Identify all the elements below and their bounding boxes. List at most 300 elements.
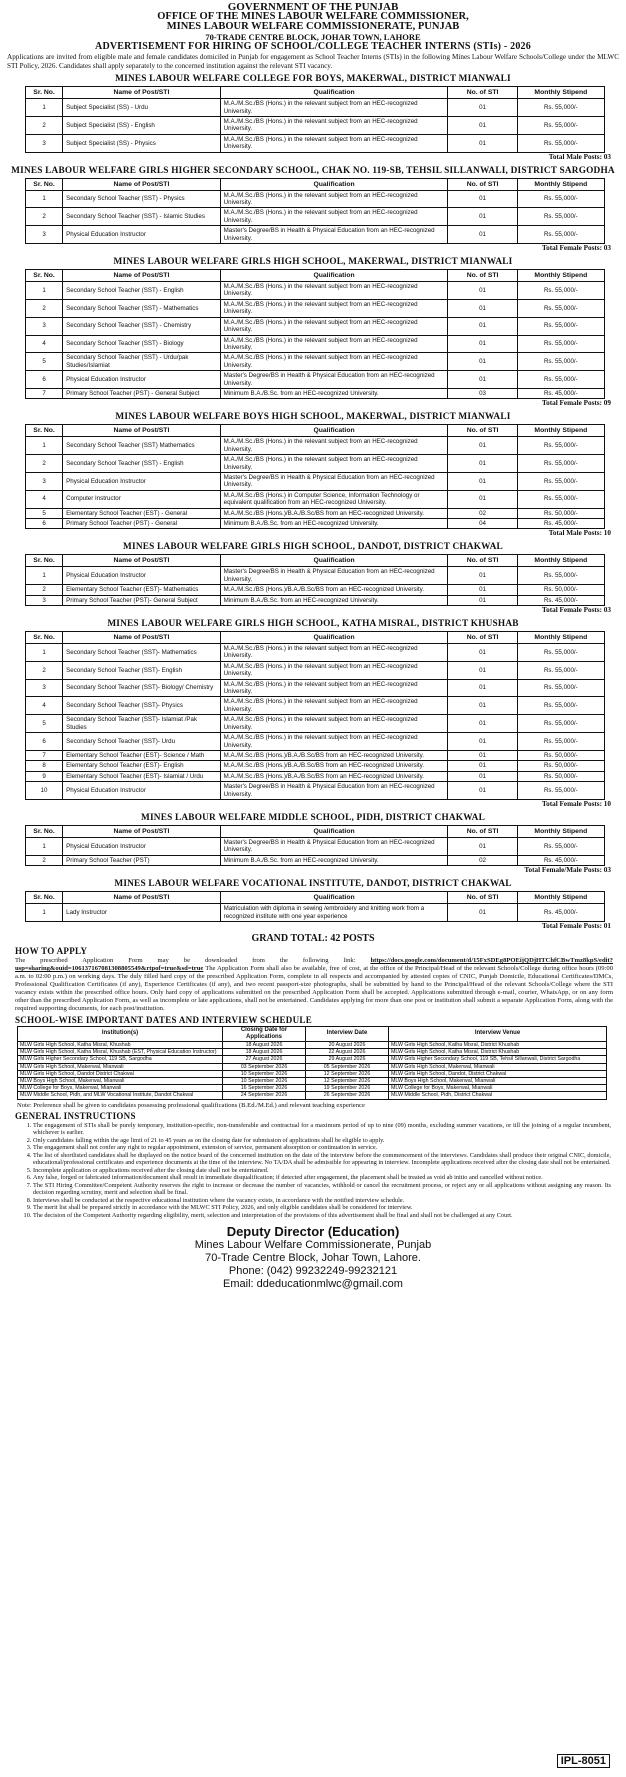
cell-stipend: Rs. 55,000/-	[517, 490, 604, 508]
schedule-cell: 18 August 2026	[223, 1041, 306, 1048]
cell-qual: Minimum B.A./B.Sc. from an HEC-recognized University.	[220, 595, 448, 605]
section-total: Total Female Posts: 03	[541, 244, 611, 253]
cell-name: Physical Education Instructor	[63, 782, 221, 800]
schedule-cell: MLW Boys High School, Makerwal, Mianwali	[18, 1077, 223, 1084]
column-header-sr: Sr. No.	[26, 425, 63, 437]
cell-qual: M.A./M.Sc./BS (Hons.)/B.A./B.Sc/BS from an HEC-recognized University.	[220, 761, 448, 771]
instruction-item: 5. Incomplete application or applications received after the closing date shall not be entertained.	[33, 1167, 611, 1175]
cell-qual: M.A./M.Sc./BS (Hons.) in the relevant subject from an HEC-recognized University.	[220, 661, 448, 679]
cell-sr: 2	[26, 661, 63, 679]
schedule-cell: 27 August 2026	[223, 1056, 306, 1063]
column-header-sr: Sr. No.	[26, 892, 63, 904]
cell-no: 01	[448, 715, 517, 733]
cell-qual: Master's Degree/BS in Health & Physical Education from an HEC-recognized University.	[220, 782, 448, 800]
cell-name: Secondary School Teacher (SST)- Mathematics	[63, 644, 221, 662]
cell-sr: 6	[26, 733, 63, 751]
header-government: GOVERNMENT OF THE PUNJAB	[227, 1, 399, 13]
schedule-cell: MLW Girls High School, Makerwal, Mianwali	[18, 1063, 223, 1070]
table-row	[26, 761, 605, 771]
column-header-qual: Qualification	[220, 178, 448, 190]
table-row	[26, 837, 605, 855]
cell-no: 02	[448, 855, 517, 865]
table-row	[26, 595, 605, 605]
instruction-item: 9. The merit list shall be prepared strictly in accordance with the MLWC STI Policy, 2026, and only eligible candidates shall be considered for interview.	[33, 1204, 611, 1212]
section-total: Total Female Posts: 10	[541, 799, 611, 808]
cell-stipend: Rs. 55,000/-	[517, 371, 604, 389]
cell-qual: M.A./M.Sc./BS (Hons.) in the relevant subject from an HEC-recognized University.	[220, 299, 448, 317]
cell-qual: M.A./M.Sc./BS (Hons.) in the relevant subject from an HEC-recognized University.	[220, 437, 448, 455]
column-header-no: No. of STI	[448, 825, 517, 837]
cell-stipend: Rs. 55,000/-	[517, 733, 604, 751]
schedule-cell: 26 September 2026	[306, 1092, 389, 1099]
cell-stipend: Rs. 55,000/-	[517, 679, 604, 697]
schedule-col-venue: Interview Venue	[389, 1026, 607, 1041]
cell-stipend: Rs. 55,000/-	[517, 226, 604, 244]
cell-name: Elementary School Teacher (EST)- Science / Math	[63, 750, 221, 760]
cell-no: 01	[448, 490, 517, 508]
cell-qual: M.A./M.Sc./BS (Hons.) in the relevant subject from an HEC-recognized University.	[220, 644, 448, 662]
cell-sr: 1	[26, 567, 63, 585]
header-commissionerate: MINES LABOUR WELFARE COMMISSIONERATE, PUNJAB	[166, 21, 460, 32]
table-row	[26, 134, 605, 152]
posts-table	[25, 631, 605, 800]
cell-stipend: Rs. 55,000/-	[517, 353, 604, 371]
table-row	[26, 567, 605, 585]
cell-sr: 10	[26, 782, 63, 800]
cell-no: 01	[448, 353, 517, 371]
cell-sr: 6	[26, 519, 63, 529]
general-instructions-list	[25, 1122, 611, 1220]
cell-no: 01	[448, 282, 517, 300]
schedule-cell: 19 September 2026	[306, 1085, 389, 1092]
instruction-item: 10. The decision of the Competent Authority regarding eligibility, merit, selection and interpretation of the provisions of this advertisement shall be final and shall not be challenged at any Court.	[33, 1212, 611, 1220]
cell-stipend: Rs. 55,000/-	[517, 644, 604, 662]
table-row	[26, 299, 605, 317]
cell-stipend: Rs. 55,000/-	[517, 99, 604, 117]
cell-no: 02	[448, 508, 517, 518]
cell-qual: Minimum B.A./B.Sc. from an HEC-recognized University.	[220, 519, 448, 529]
instruction-item: 6. Any false, forged or fabricated information/document shall result in immediate disqualification; if detected after engagement, the placement shall be treated as void ab initio and cancelled without notice.	[33, 1174, 611, 1182]
schedule-row	[18, 1070, 607, 1077]
section-total: Total Male Posts: 03	[548, 152, 611, 161]
cell-name: Subject Specialist (SS) - English	[63, 117, 221, 135]
cell-name: Secondary School Teacher (SST) - English	[63, 455, 221, 473]
cell-qual: M.A./M.Sc./BS (Hons.) in the relevant subject from an HEC-recognized University.	[220, 335, 448, 353]
cell-sr: 9	[26, 771, 63, 781]
section-title: MINES LABOUR WELFARE BOYS HIGH SCHOOL, MAKERWAL, DISTRICT MIANWALI	[115, 412, 511, 423]
header-address: 70-TRADE CENTRE BLOCK, JOHAR TOWN, LAHORE	[205, 32, 421, 42]
column-header-stipend: Monthly Stipend	[517, 892, 604, 904]
cell-sr: 3	[26, 226, 63, 244]
cell-no: 01	[448, 472, 517, 490]
schedule-cell: 22 August 2026	[306, 1049, 389, 1056]
section-title: MINES LABOUR WELFARE VOCATIONAL INSTITUTE, DANDOT, DISTRICT CHAKWAL	[114, 879, 512, 890]
advertisement-page	[7, 0, 619, 1291]
column-header-qual: Qualification	[220, 825, 448, 837]
schedule-cell: MLW College for Boys, Makerwal, Mianwali	[389, 1085, 607, 1092]
column-header-sr: Sr. No.	[26, 270, 63, 282]
cell-sr: 1	[26, 190, 63, 208]
schedule-cell: 10 September 2026	[223, 1070, 306, 1077]
cell-qual: M.A./M.Sc./BS (Hons.) in the relevant subject from an HEC-recognized University.	[220, 282, 448, 300]
cell-stipend: Rs. 55,000/-	[517, 567, 604, 585]
cell-no: 01	[448, 226, 517, 244]
cell-stipend: Rs. 55,000/-	[517, 282, 604, 300]
cell-qual: M.A./M.Sc./BS (Hons.) in the relevant subject from an HEC-recognized University.	[220, 134, 448, 152]
footer-address: 70-Trade Centre Block, Johar Town, Lahore.	[205, 1252, 421, 1265]
cell-name: Physical Education Instructor	[63, 567, 221, 585]
schedule-row	[18, 1049, 607, 1056]
cell-name: Secondary School Teacher (SST) - Physics	[63, 190, 221, 208]
column-header-qual: Qualification	[220, 892, 448, 904]
instruction-item: 7. The STI Hiring Committee/Competent Authority reserves the right to increase or decrease the number of vacancies, withhold or cancel the recruitment process, or reject any or all applications without assigning any reason. Its decision regarding scrutiny, merit and selection shall be final.	[33, 1182, 611, 1197]
schedule-row	[18, 1056, 607, 1063]
cell-name: Physical Education Instructor	[63, 226, 221, 244]
column-header-stipend: Monthly Stipend	[517, 87, 604, 99]
column-header-sr: Sr. No.	[26, 87, 63, 99]
schedule-row	[18, 1077, 607, 1084]
cell-name: Primary School Teacher (PST) - General Subject	[63, 388, 221, 398]
cell-qual: M.A./M.Sc./BS (Hons.)/B.A./B.Sc/BS from an HEC-recognized University.	[220, 585, 448, 595]
how-to-apply-lead: The prescribed Application Form may be downloaded from the following link:	[15, 956, 356, 964]
grand-total: GRAND TOTAL: 42 POSTS	[251, 932, 375, 944]
cell-sr: 5	[26, 508, 63, 518]
cell-stipend: Rs. 50,000/-	[517, 771, 604, 781]
cell-qual: M.A./M.Sc./BS (Hons.) in Computer Science, Information Technology or equivalent qualification from an HEC-recognized University.	[220, 490, 448, 508]
table-row	[26, 317, 605, 335]
cell-no: 01	[448, 782, 517, 800]
cell-qual: M.A./M.Sc./BS (Hons.) in the relevant subject from an HEC-recognized University.	[220, 715, 448, 733]
cell-sr: 2	[26, 208, 63, 226]
cell-sr: 2	[26, 855, 63, 865]
posts-table	[25, 825, 605, 866]
cell-stipend: Rs. 55,000/-	[517, 472, 604, 490]
table-row	[26, 335, 605, 353]
column-header-stipend: Monthly Stipend	[517, 425, 604, 437]
column-header-qual: Qualification	[220, 425, 448, 437]
cell-no: 01	[448, 208, 517, 226]
cell-sr: 5	[26, 353, 63, 371]
schedule-cell: MLW Boys High School, Makerwal, Mianwali	[389, 1077, 607, 1084]
cell-qual: Minimum B.A./B.Sc. from an HEC-recognized University.	[220, 855, 448, 865]
cell-no: 01	[448, 697, 517, 715]
cell-name: Elementary School Teacher (EST)- Islamiat / Urdu	[63, 771, 221, 781]
cell-name: Secondary School Teacher (SST) Mathematics	[63, 437, 221, 455]
table-row	[26, 782, 605, 800]
cell-sr: 1	[26, 437, 63, 455]
schedule-cell: MLW Middle School, Pidh, and MLW Vocational Institute, Dandot Chakwal	[18, 1092, 223, 1099]
intro-paragraph: Applications are invited from eligible male and female candidates domiciled in Punjab for engagement as School Teacher Interns (STIs) in the following Mines Labour Welfare Schools/College under the MLWC STI Policy, 2026. Candidates shall apply separately to the concerned institution against the relevant STI vacancy.	[7, 53, 619, 70]
cell-no: 01	[448, 585, 517, 595]
cell-sr: 1	[26, 904, 63, 922]
cell-qual: M.A./M.Sc./BS (Hons.) in the relevant subject from an HEC-recognized University.	[220, 697, 448, 715]
cell-sr: 3	[26, 472, 63, 490]
posts-sections	[7, 74, 619, 931]
cell-qual: M.A./M.Sc./BS (Hons.) in the relevant subject from an HEC-recognized University.	[220, 733, 448, 751]
table-row	[26, 472, 605, 490]
cell-qual: M.A./M.Sc./BS (Hons.) in the relevant subject from an HEC-recognized University.	[220, 679, 448, 697]
how-to-apply-heading: HOW TO APPLY	[15, 945, 88, 956]
cell-stipend: Rs. 45,000/-	[517, 855, 604, 865]
table-row	[26, 715, 605, 733]
table-row	[26, 644, 605, 662]
cell-name: Secondary School Teacher (SST) - Mathematics	[63, 299, 221, 317]
cell-qual: M.A./M.Sc./BS (Hons.) in the relevant subject from an HEC-recognized University.	[220, 190, 448, 208]
cell-name: Primary School Teacher (PST) - General	[63, 519, 221, 529]
cell-stipend: Rs. 55,000/-	[517, 299, 604, 317]
header	[7, 2, 619, 52]
cell-stipend: Rs. 55,000/-	[517, 715, 604, 733]
column-header-sr: Sr. No.	[26, 825, 63, 837]
schedule-cell: 03 September 2026	[223, 1063, 306, 1070]
table-row	[26, 855, 605, 865]
cell-stipend: Rs. 50,000/-	[517, 750, 604, 760]
column-header-name: Name of Post/STI	[63, 87, 221, 99]
instruction-item: 2. Only candidates falling within the age limit of 21 to 45 years as on the closing date for submission of applications shall be eligible to apply.	[33, 1137, 611, 1145]
table-row	[26, 388, 605, 398]
schedule-cell: 12 September 2026	[306, 1077, 389, 1084]
cell-no: 01	[448, 904, 517, 922]
cell-stipend: Rs. 45,000/-	[517, 388, 604, 398]
cell-no: 01	[448, 299, 517, 317]
cell-stipend: Rs. 55,000/-	[517, 697, 604, 715]
schedule-row	[18, 1041, 607, 1048]
cell-sr: 2	[26, 117, 63, 135]
cell-sr: 2	[26, 455, 63, 473]
section-title: MINES LABOUR WELFARE MIDDLE SCHOOL, PIDH, DISTRICT CHAKWAL	[140, 812, 486, 823]
column-header-no: No. of STI	[448, 555, 517, 567]
cell-no: 01	[448, 761, 517, 771]
cell-name: Physical Education Instructor	[63, 371, 221, 389]
schedule-cell: 10 September 2026	[223, 1077, 306, 1084]
table-row	[26, 508, 605, 518]
cell-name: Secondary School Teacher (SST)- Biology/ Chemistry	[63, 679, 221, 697]
table-row	[26, 190, 605, 208]
table-row	[26, 490, 605, 508]
cell-sr: 2	[26, 585, 63, 595]
cell-qual: Matriculation with diploma in sewing /embroidery and knitting work from a recognized institute with one year experience	[220, 904, 448, 922]
cell-qual: Minimum B.A./B.Sc. from an HEC-recognized University.	[220, 388, 448, 398]
cell-name: Secondary School Teacher (SST) - English	[63, 282, 221, 300]
cell-name: Primary School Teacher (PST)- General Subject	[63, 595, 221, 605]
table-row	[26, 226, 605, 244]
cell-stipend: Rs. 55,000/-	[517, 190, 604, 208]
cell-sr: 3	[26, 679, 63, 697]
table-row	[26, 661, 605, 679]
cell-name: Secondary School Teacher (SST)- English	[63, 661, 221, 679]
cell-name: Subject Specialist (SS) - Urdu	[63, 99, 221, 117]
column-header-qual: Qualification	[220, 87, 448, 99]
section-title: MINES LABOUR WELFARE COLLEGE FOR BOYS, MAKERWAL, DISTRICT MIANWALI	[115, 74, 511, 85]
cell-stipend: Rs. 55,000/-	[517, 335, 604, 353]
schedule-cell: 29 August 2026	[306, 1056, 389, 1063]
column-header-stipend: Monthly Stipend	[517, 178, 604, 190]
cell-no: 03	[448, 388, 517, 398]
column-header-qual: Qualification	[220, 555, 448, 567]
cell-name: Secondary School Teacher (SST)- Islamiat /Pak Studies	[63, 715, 221, 733]
cell-stipend: Rs. 50,000/-	[517, 508, 604, 518]
column-header-name: Name of Post/STI	[63, 825, 221, 837]
footer	[7, 1224, 619, 1291]
cell-sr: 4	[26, 697, 63, 715]
footer-org: Mines Labour Welfare Commissionerate, Punjab	[194, 1239, 432, 1252]
cell-no: 01	[448, 335, 517, 353]
cell-qual: Master's Degree/BS in Health & Physical Education from an HEC-recognized University.	[220, 371, 448, 389]
table-row	[26, 208, 605, 226]
cell-name: Primary School Teacher (PST)	[63, 855, 221, 865]
cell-name: Elementary School Teacher (EST)- English	[63, 761, 221, 771]
column-header-sr: Sr. No.	[26, 178, 63, 190]
section-total: Total Female Posts: 01	[541, 921, 611, 930]
schedule-table	[17, 1026, 607, 1100]
cell-sr: 3	[26, 595, 63, 605]
how-to-apply-body: The Application Form shall also be available, free of cost, at the office of the Principal/Head of the relevant Schools/College during office hours (09:00 a.m. to 02:00 p.m.) on working days. The duly filled hard copy of the prescribed Application Form, complete in all respects and accompanied by attested copies of CNIC, Punjab Domicile, Educational Certificates/DMCs, Professional Qualification Certificates (if any), Experience Certificates (if any), and two recent passport-size photographs, shall be submitted by hand to the Principal/Head of the relevant Schools/College where the STI vacancy exists within the prescribed office hours. Only hard copy of applications submitted on the prescribed Application Form shall be accepted. Applications submitted through e-mail, courier, WhatsApp, or on any form other than the prescribed Application Form, as well as incomplete or late applications, shall not be entertained. Candidates applying for more than one post or institution shall submit a separate Application Form, along with the required supporting documents, for each post/institution.	[15, 964, 613, 1012]
cell-no: 01	[448, 437, 517, 455]
schedule-row	[18, 1063, 607, 1070]
section-title: MINES LABOUR WELFARE GIRLS HIGH SCHOOL, DANDOT, DISTRICT CHAKWAL	[123, 542, 503, 553]
table-row	[26, 353, 605, 371]
header-advert-title: ADVERTISEMENT FOR HIRING OF SCHOOL/COLLEGE TEACHER INTERNS (STIs) - 2026	[95, 41, 531, 52]
cell-qual: Master's Degree/BS in Health & Physical Education from an HEC-recognized University.	[220, 472, 448, 490]
schedule-cell: 24 September 2026	[223, 1092, 306, 1099]
column-header-name: Name of Post/STI	[63, 270, 221, 282]
cell-sr: 1	[26, 282, 63, 300]
cell-sr: 3	[26, 317, 63, 335]
schedule-col-interview: Interview Date	[306, 1026, 389, 1041]
cell-stipend: Rs. 50,000/-	[517, 585, 604, 595]
table-row	[26, 282, 605, 300]
schedule-cell: 18 August 2026	[223, 1049, 306, 1056]
cell-no: 01	[448, 771, 517, 781]
schedule-cell: MLW Middle School, Pidh, District Chakwal	[389, 1092, 607, 1099]
schedule-cell: MLW Girls High School, Katha Misral, Khushab (EST, Physical Education Instructor)	[18, 1049, 223, 1056]
posts-table	[25, 891, 605, 922]
cell-no: 01	[448, 595, 517, 605]
cell-stipend: Rs. 45,000/-	[517, 904, 604, 922]
cell-stipend: Rs. 55,000/-	[517, 117, 604, 135]
schedule-cell: MLW Girls Higher Secondary School, 119 SB, Sargodha	[18, 1056, 223, 1063]
cell-qual: M.A./M.Sc./BS (Hons.) in the relevant subject from an HEC-recognized University.	[220, 455, 448, 473]
cell-qual: M.A./M.Sc./BS (Hons.)/B.A./B.Sc/BS from an HEC-recognized University.	[220, 508, 448, 518]
cell-sr: 7	[26, 750, 63, 760]
cell-stipend: Rs. 55,000/-	[517, 317, 604, 335]
column-header-sr: Sr. No.	[26, 632, 63, 644]
schedule-row	[18, 1092, 607, 1099]
cell-name: Secondary School Teacher (SST) - Chemistry	[63, 317, 221, 335]
column-header-no: No. of STI	[448, 270, 517, 282]
footer-designation: Deputy Director (Education)	[226, 1224, 400, 1240]
table-row	[26, 750, 605, 760]
cell-sr: 8	[26, 761, 63, 771]
schedule-cell: 12 September 2026	[306, 1070, 389, 1077]
cell-sr: 5	[26, 715, 63, 733]
cell-no: 01	[448, 837, 517, 855]
cell-name: Secondary School Teacher (SST) - Biology	[63, 335, 221, 353]
table-row	[26, 99, 605, 117]
table-row	[26, 697, 605, 715]
posts-table	[25, 86, 605, 152]
how-to-apply-text	[15, 957, 613, 1013]
cell-no: 01	[448, 134, 517, 152]
footer-email[interactable]: Email: ddeducationmlwc@gmail.com	[223, 1278, 403, 1291]
column-header-qual: Qualification	[220, 270, 448, 282]
schedule-cell: MLW Girls High School, Makerwal, Mianwali	[389, 1063, 607, 1070]
cell-sr: 7	[26, 388, 63, 398]
section-total: Total Female/Male Posts: 03	[524, 866, 611, 875]
application-form-link[interactable]: https://docs.google.com/document/d/15FxSDEg8POEijQDjHTChfCBwTmz8kpS/edit?usp=sharing&ouid=106137167081308805549&rtpof=true&sd=true	[15, 956, 613, 972]
cell-name: Subject Specialist (SS) - Physics	[63, 134, 221, 152]
cell-stipend: Rs. 50,000/-	[517, 761, 604, 771]
table-row	[26, 771, 605, 781]
header-office: OFFICE OF THE MINES LABOUR WELFARE COMMISSIONER,	[157, 11, 469, 22]
column-header-name: Name of Post/STI	[63, 425, 221, 437]
cell-name: Secondary School Teacher (SST) - Urdu/pak Studies/Islamiat	[63, 353, 221, 371]
schedule-col-institution: Institution(s)	[18, 1026, 223, 1041]
cell-name: Elementary School Teacher (EST) - General	[63, 508, 221, 518]
schedule-cell: MLW Girls High School, Katha Misral, District Khushab	[389, 1049, 607, 1056]
cell-stipend: Rs. 55,000/-	[517, 661, 604, 679]
section-title: MINES LABOUR WELFARE GIRLS HIGH SCHOOL, KATHA MISRAL, DISTRICT KHUSHAB	[107, 619, 519, 630]
schedule-heading: SCHOOL-WISE IMPORTANT DATES AND INTERVIEW SCHEDULE	[15, 1014, 313, 1025]
cell-no: 04	[448, 519, 517, 529]
table-row	[26, 455, 605, 473]
cell-stipend: Rs. 45,000/-	[517, 595, 604, 605]
cell-qual: Master's Degree/BS in Health & Physical Education from an HEC-recognized University.	[220, 226, 448, 244]
section-total: Total Male Posts: 10	[548, 529, 611, 538]
table-row	[26, 585, 605, 595]
instruction-item: 4. The list of shortlisted candidates shall be displayed on the notice board of the concerned institution on the date of the interview before the commencement of the interviews. Candidates shall produce their original CNIC, domicile, educational/professional certificates and experience documents at the time of the interview. No TA/DA shall be admissible for appearing in interview. Incomplete applications received after the closing date shall not be entertained.	[33, 1152, 611, 1167]
posts-table	[25, 554, 605, 606]
cell-no: 01	[448, 317, 517, 335]
schedule-cell: MLW Girls Higher Secondary School, 119 SB, Tehsil Sillanwali, District Sargodha	[389, 1056, 607, 1063]
schedule-cell: MLW College for Boys, Makerwal, Mianwali	[18, 1085, 223, 1092]
cell-no: 01	[448, 190, 517, 208]
table-row	[26, 519, 605, 529]
cell-stipend: Rs. 55,000/-	[517, 208, 604, 226]
section-title: MINES LABOUR WELFARE GIRLS HIGH SCHOOL, MAKERWAL, DISTRICT MIANWALI	[113, 257, 513, 268]
footer-phone: Phone: (042) 99232249-99232121	[228, 1265, 398, 1278]
section-title: MINES LABOUR WELFARE GIRLS HIGHER SECONDARY SCHOOL, CHAK NO. 119-SB, TEHSIL SILLANWALI, DISTRICT SARGODHA	[11, 165, 615, 176]
cell-sr: 1	[26, 99, 63, 117]
column-header-no: No. of STI	[448, 178, 517, 190]
cell-qual: M.A./M.Sc./BS (Hons.) in the relevant subject from an HEC-recognized University.	[220, 317, 448, 335]
cell-stipend: Rs. 55,000/-	[517, 837, 604, 855]
table-row	[26, 733, 605, 751]
cell-qual: Master's Degree/BS in Health & Physical Education from an HEC-recognized University.	[220, 567, 448, 585]
cell-qual: M.A./M.Sc./BS (Hons.) in the relevant subject from an HEC-recognized University.	[220, 208, 448, 226]
column-header-no: No. of STI	[448, 425, 517, 437]
cell-sr: 6	[26, 371, 63, 389]
schedule-cell: 05 September 2026	[306, 1063, 389, 1070]
general-instructions-heading: GENERAL INSTRUCTIONS	[15, 1110, 136, 1121]
column-header-name: Name of Post/STI	[63, 892, 221, 904]
cell-stipend: Rs. 55,000/-	[517, 437, 604, 455]
schedule-cell: MLW Girls High School, Katha Misral, Khushab	[18, 1041, 223, 1048]
section-total: Total Female Posts: 03	[541, 606, 611, 615]
schedule-cell: 16 September 2026	[223, 1085, 306, 1092]
column-header-no: No. of STI	[448, 632, 517, 644]
schedule-cell: MLW Girls High School, Dandot District Chakwal	[18, 1070, 223, 1077]
column-header-no: No. of STI	[448, 892, 517, 904]
cell-stipend: Rs. 55,000/-	[517, 455, 604, 473]
posts-table	[25, 178, 605, 244]
column-header-name: Name of Post/STI	[63, 555, 221, 567]
column-header-name: Name of Post/STI	[63, 632, 221, 644]
cell-no: 01	[448, 661, 517, 679]
table-row	[26, 371, 605, 389]
schedule-col-closing: Closing Date for Applications	[223, 1026, 306, 1041]
cell-name: Secondary School Teacher (SST)- Physics	[63, 697, 221, 715]
